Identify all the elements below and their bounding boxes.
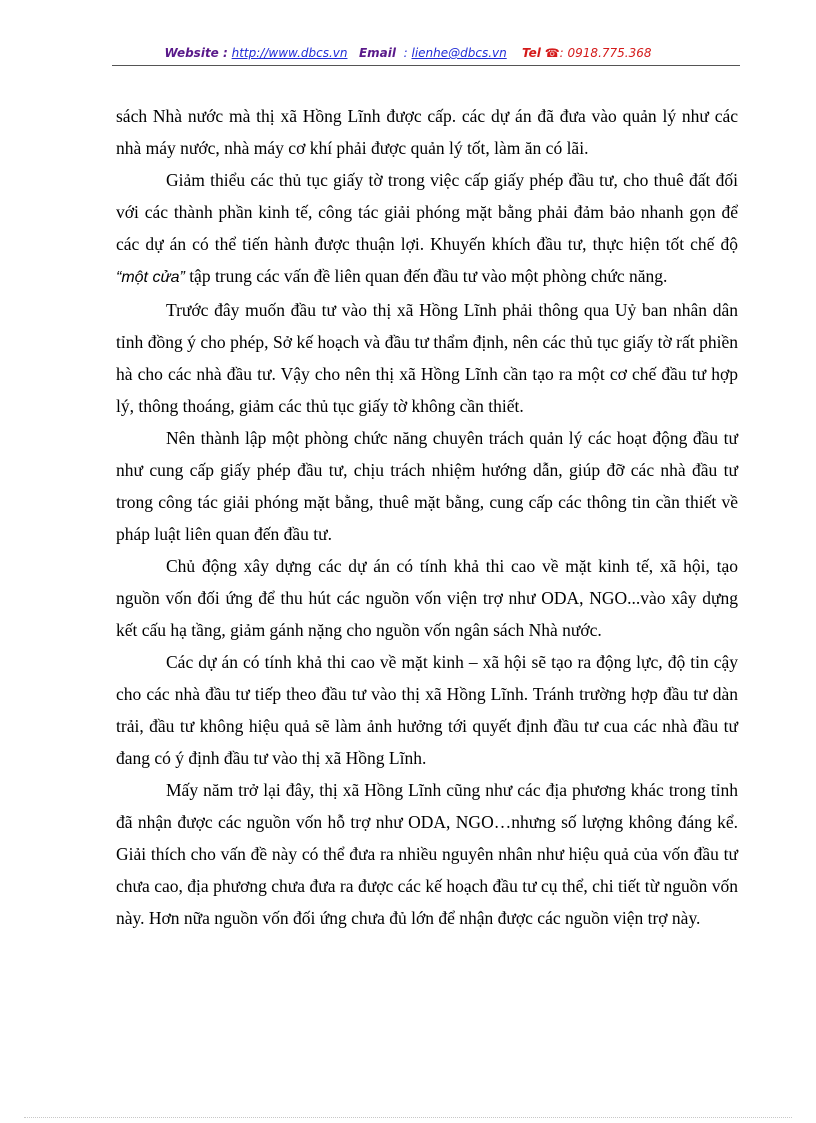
paragraph-6: Các dự án có tính khả thi cao về mặt kinh – xã hội sẽ tạo ra động lực, độ tin cậy cho các nhà đầu tư tiếp theo đầu tư vào thị xã Hồng Lĩnh. Tránh trường hợp đầu tư dàn trải, đầu tư không hiệu quả sẽ làm ảnh hưởng tới quyết định đầu tư cua các nhà đầu tư đang có ý định đầu tư vào thị xã Hồng Lĩnh.	[116, 652, 738, 768]
paragraph-2-text: Giảm thiểu các thủ tục giấy tờ trong việc cấp giấy phép đầu tư, cho thuê đất đối với các thành phần kinh tế, công tác giải phóng mặt bằng phải đảm bảo nhanh gọn để các dự án có thể tiến hành được thuận lợi. Khuyến khích đầu tư, thực hiện tốt chế độ	[116, 170, 738, 254]
tel-value: : 0918.775.368	[559, 46, 652, 60]
paragraph-2-emphasis: “một cửa”	[116, 269, 185, 286]
website-label: Website :	[164, 46, 228, 60]
paragraph-4: Nên thành lập một phòng chức năng chuyên trách quản lý các hoạt động đầu tư như cung cấp giấy phép đầu tư, chịu trách nhiệm hướng dẫn, giúp đỡ các nhà đầu tư trong công tác giải phóng mặt bằng, thuê mặt bằng, cung cấp các thông tin cần thiết về pháp luật liên quan đến đầu tư.	[116, 428, 738, 544]
email-label: Email	[358, 46, 396, 60]
page-header	[0, 46, 816, 60]
email-link[interactable]: lienhe@dbcs.vn	[411, 46, 507, 60]
phone-icon: ☎	[544, 46, 560, 60]
paragraph-5: Chủ động xây dựng các dự án có tính khả thi cao về mặt kinh tế, xã hội, tạo nguồn vốn đối ứng để thu hút các nguồn vốn viện trợ như ODA, NGO...vào xây dựng kết cấu hạ tầng, giảm gánh nặng cho nguồn vốn ngân sách Nhà nước.	[116, 556, 738, 640]
website-link[interactable]: http://www.dbcs.vn	[231, 46, 348, 60]
paragraph-2	[116, 164, 738, 294]
email-separator: :	[403, 46, 408, 60]
tel-label: Tel	[522, 46, 541, 60]
page-bottom-border	[24, 1117, 792, 1118]
paragraph-7: Mấy năm trở lại đây, thị xã Hồng Lĩnh cũng như các địa phương khác trong tỉnh đã nhận được các nguồn vốn hỗ trợ như ODA, NGO…nhưng số lượng không đáng kể. Giải thích cho vấn đề này có thể đưa ra nhiều nguyên nhân như hiệu quả của vốn đầu tư chưa cao, địa phương chưa đưa ra được các kế hoạch đầu tư cụ thể, chi tiết từ nguồn vốn này. Hơn nữa nguồn vốn đối ứng chưa đủ lớn để nhận được các nguồn viện trợ này.	[116, 780, 738, 928]
paragraph-1: sách Nhà nước mà thị xã Hồng Lĩnh được cấp. các dự án đã đưa vào quản lý như các nhà máy nước, nhà máy cơ khí phải được quản lý tốt, làm ăn có lãi.	[116, 106, 738, 158]
paragraph-3: Trước đây muốn đầu tư vào thị xã Hồng Lĩnh phải thông qua Uỷ ban nhân dân tỉnh đồng ý cho phép, Sở kế hoạch và đầu tư thẩm định, nên các thủ tục giấy tờ rất phiền hà cho các nhà đầu tư. Vậy cho nên thị xã Hồng Lĩnh cần tạo ra một cơ chế đầu tư hợp lý, thông thoáng, giảm các thủ tục giấy tờ không cần thiết.	[116, 300, 738, 416]
header-divider	[112, 65, 740, 66]
paragraph-2-tail: tập trung các vấn đề liên quan đến đầu tư vào một phòng chức năng.	[189, 266, 668, 286]
document-body	[116, 100, 738, 934]
